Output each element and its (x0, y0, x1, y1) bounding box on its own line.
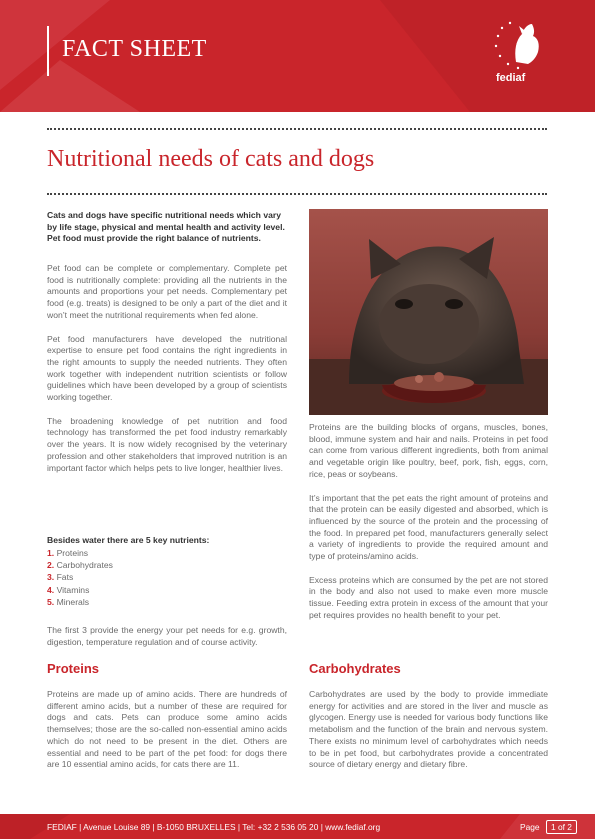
left-column (47, 263, 287, 474)
proteins-text: Proteins are made up of amino acids. There are hundreds of different amino acids, but a number of these are required for dogs and cats. Pets can produce some amino acids themselves; those are the so-called non-essential amino acids which do not need to be present in the diet. Others are essential and need to be part of the pet food: for dogs there are 10 essential amino acids, for cats there are 11. (47, 689, 287, 770)
page-title: Nutritional needs of cats and dogs (47, 146, 375, 172)
list-item: 2. Carbohydrates (47, 560, 113, 571)
paragraph: Pet food manufacturers have developed the nutritional expertise to ensure pet food contains the right ingredients in the right amounts to supply the needed nutrients. They often work together with independent nutrition scientists or follow guidelines which have been developed by a group of scientists working together. (47, 333, 287, 403)
carbohydrates-heading: Carbohydrates (309, 661, 401, 676)
nutrients-heading: Besides water there are 5 key nutrients: (47, 535, 210, 545)
list-item: 3. Fats (47, 572, 74, 583)
intro-text: Cats and dogs have specific nutritional needs which vary by life stage, physical and mental health and activity level. Pet food must provide the right balance of nutrients. (47, 210, 285, 244)
page-label: Page (520, 822, 540, 832)
top-dotted-divider (47, 128, 547, 130)
logo-icon (488, 14, 548, 74)
cat-photo-illustration (309, 209, 548, 415)
paragraph: It’s important that the pet eats the right amount of proteins and that the protein can be easily digested and absorbed, which is influenced by the source of the protein and the processing of the food. In prepared pet food, manufacturers generally select a variety of ingredients to provide the required amount and type of proteins/amino acids. (309, 492, 548, 562)
list-item: 4. Vitamins (47, 584, 90, 595)
paragraph: Proteins are the building blocks of organs, muscles, bones, blood, immune system and hair and nails. Proteins in pet food can come from various different ingredients, both from animal and vegetable origin like poultry, beef, pork, fish, eggs, corn, rice, peas or soybeans. (309, 422, 548, 479)
nutrients-list (47, 547, 113, 608)
cat-eating-photo (309, 209, 548, 415)
paragraph: Pet food can be complete or complementary. Complete pet food is nutritionally complete: providing all the nutrients in the amounts and proportions your pet needs. Complementary pet food (e.g. treats) is designed to be only a part of the diet and it won’t meet the nutritional requirements when fed alone. (47, 263, 287, 320)
fediaf-logo[interactable] (488, 14, 548, 84)
energy-note: The first 3 provide the energy your pet needs for e.g. growth, digestion, temperature regulation and of course activity. (47, 625, 287, 647)
list-item: 5. Minerals (47, 596, 90, 607)
footer-contact: FEDIAF | Avenue Louise 89 | B-1050 BRUXELLES | Tel: +32 2 536 05 20 | www.fediaf.org (47, 822, 381, 832)
header-banner (0, 0, 595, 112)
proteins-heading: Proteins (47, 661, 100, 676)
carbohydrates-text: Carbohydrates are used by the body to provide immediate energy for activities and are stored in the liver and muscle as glycogen. Energy use is needed for various body functions like metabolism and the function of the brain and nervous system. There exists no minimum level of carbohydrates which needs to be in pet food, but carbohydrates provide a concentrated source of dietary energy and dietary fibre. (309, 689, 548, 770)
list-item: 1. Proteins (47, 548, 89, 558)
page-number: 1 of 2 (546, 820, 577, 834)
footer-bar (0, 814, 595, 839)
right-column (309, 422, 548, 622)
paragraph: Excess proteins which are consumed by the pet are not stored in the body and also not used to make even more muscle tissue. Feeding extra protein in excess of the amount that your pet requires provides no health benefit to your pet. (309, 574, 548, 620)
title-dotted-divider (47, 193, 547, 195)
paragraph: The broadening knowledge of pet nutrition and food technology has transformed the pet food industry remarkably over the years. It is now widely recognised by the veterinary profession and other stakeholders that improved nutrition is an important factor which helps pets to live longer, healthier lives. (47, 415, 287, 473)
header-title: FACT SHEET (62, 36, 207, 62)
logo-text: fediaf (496, 72, 526, 84)
header-divider (47, 26, 49, 76)
